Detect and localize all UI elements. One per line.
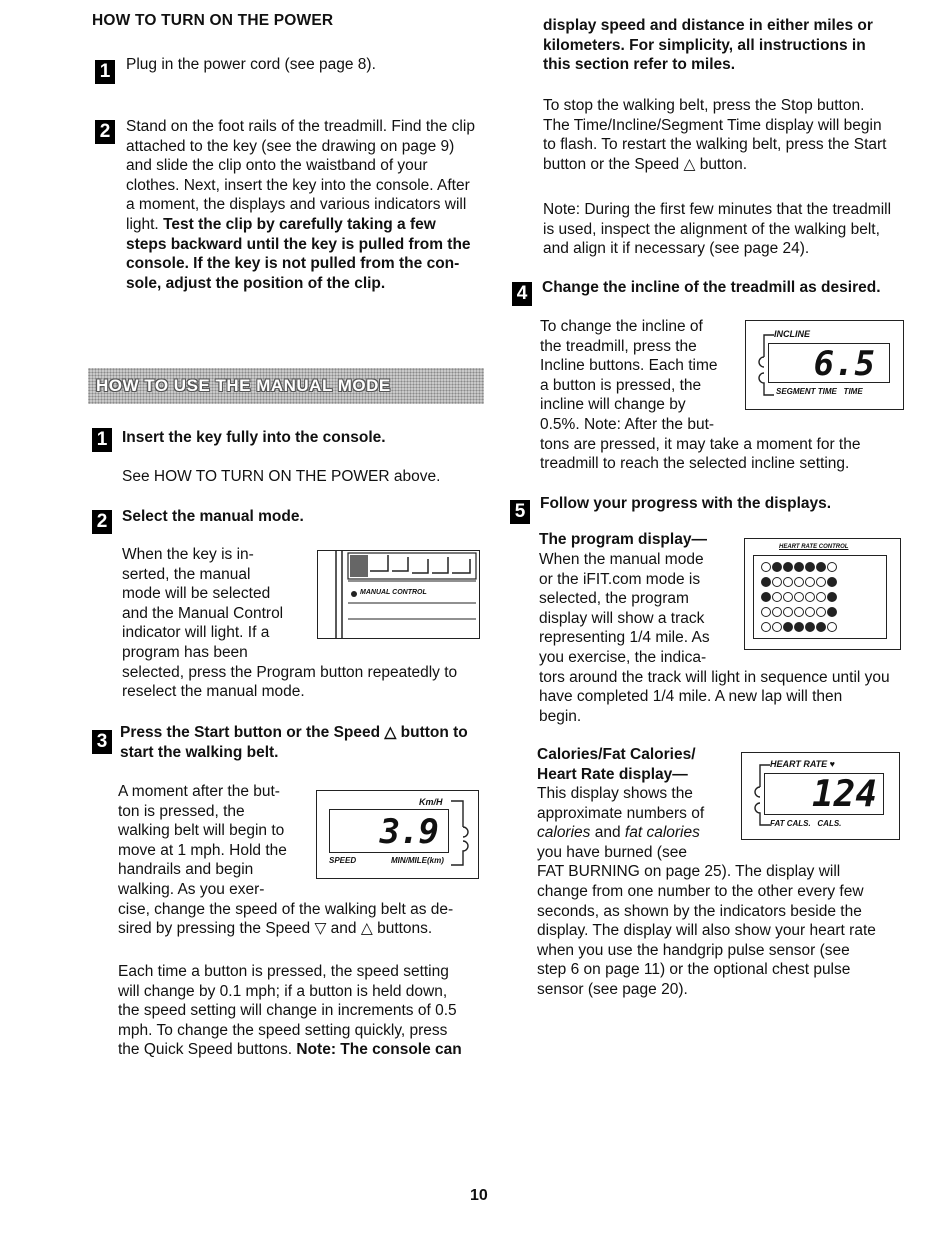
text-line: selected, press the Program button repeatedly to xyxy=(122,663,458,681)
incline-bottom-labels: SEGMENT TIME TIME xyxy=(776,387,863,396)
text-line: and slide the clip onto the waistband of your xyxy=(126,157,428,175)
speed-unit-label: Km/H xyxy=(419,797,443,807)
manual-mode-banner xyxy=(88,368,484,404)
text-line: When the manual mode xyxy=(539,551,704,568)
heart-rate-bottom-labels: FAT CALS. CALS. xyxy=(770,819,842,828)
incline-label: INCLINE xyxy=(774,329,810,339)
track-dot xyxy=(794,622,804,632)
track-dot xyxy=(772,562,782,572)
text-line: will change by 0.1 mph; if a button is held down, xyxy=(118,982,448,1000)
track-dot xyxy=(816,562,826,572)
italic-term: fat calories xyxy=(624,824,700,842)
text-line: you have burned (see xyxy=(537,843,687,861)
text-line: Each time a button is pressed, the speed setting xyxy=(118,963,449,980)
text-line: Stand on the foot rails of the treadmill. Find the clip xyxy=(126,118,475,135)
track-dot xyxy=(783,607,793,617)
text-line: or the iFIT.com mode is xyxy=(539,570,701,588)
warning-line: steps backward until the key is pulled from the xyxy=(126,235,471,253)
text-line: step 6 on page 11) or the optional chest pulse xyxy=(537,961,851,979)
track-dot xyxy=(772,577,782,587)
incline-readout-frame xyxy=(768,343,890,383)
step-5-title: Follow your progress with the displays. xyxy=(540,495,832,512)
text-line: When the key is in- xyxy=(122,546,254,563)
track-dot xyxy=(761,562,771,572)
track-dot xyxy=(783,592,793,602)
text-line xyxy=(126,215,496,235)
text-line: walking belt will begin to xyxy=(118,822,285,840)
manual-control-label: MANUAL CONTROL xyxy=(360,589,427,596)
track-dot xyxy=(816,592,826,602)
text-line: begin. xyxy=(539,707,582,725)
text-line: the speed setting will change in increments of 0.5 xyxy=(118,1002,457,1020)
speed-label-left: SPEED xyxy=(329,856,357,865)
track-row xyxy=(760,574,880,589)
text-line: serted, the manual xyxy=(122,565,251,583)
text-line: this section refer to miles. xyxy=(543,56,736,74)
text-line: a moment, the displays and various indicators will xyxy=(126,196,467,214)
program-display-title: The program display— xyxy=(539,531,707,548)
track-dot xyxy=(772,622,782,632)
power-step-2-number: 2 xyxy=(95,120,115,144)
track-dot xyxy=(783,577,793,587)
manual-step-2-title: Select the manual mode. xyxy=(122,508,304,525)
speed-label-right: MIN/MILE(km) xyxy=(391,856,444,865)
text-line: walking. As you exer- xyxy=(118,880,265,898)
text-line: To change the incline of xyxy=(540,318,703,335)
text-line: to flash. To restart the walking belt, press the Start xyxy=(543,136,887,154)
text-line: display speed and distance in either miles or xyxy=(543,17,873,34)
text-line: The Time/Incline/Segment Time display will begin xyxy=(543,116,882,134)
warning-line: sole, adjust the position of the clip. xyxy=(126,274,386,292)
track-dot xyxy=(805,577,815,587)
manual-control-illustration xyxy=(317,550,480,639)
track-dot xyxy=(827,592,837,602)
stop-paragraph xyxy=(543,96,933,174)
track-dot xyxy=(783,622,793,632)
step-5-number: 5 xyxy=(510,500,530,524)
text-line: sired by pressing the Speed ▽ and △ buttons. xyxy=(118,920,433,938)
text-line: display will show a track xyxy=(539,609,705,627)
warning-line: console. If the key is not pulled from the con- xyxy=(126,255,460,273)
track-dot xyxy=(816,607,826,617)
text-line: is used, inspect the alignment of the walking belt, xyxy=(543,220,880,238)
speed-display-illustration xyxy=(316,790,479,879)
speed-readout-frame xyxy=(329,809,449,853)
manual-step-1-title: Insert the key fully into the console. xyxy=(122,429,386,446)
heart-rate-display-illustration xyxy=(741,752,900,840)
track-row xyxy=(760,589,880,604)
title-line: Heart Rate display— xyxy=(537,765,688,783)
continued-bold-text xyxy=(543,16,923,75)
text-line: and the Manual Control xyxy=(122,604,284,622)
manual-step-1-number: 1 xyxy=(92,428,112,452)
text-line: the treadmill, press the xyxy=(540,337,697,355)
title-line: Calories/Fat Calories/ xyxy=(537,746,696,763)
text-line: tors around the track will light in sequence until you xyxy=(539,668,890,686)
track-dot xyxy=(783,562,793,572)
text-line: seconds, as shown by the indicators beside the xyxy=(537,902,862,920)
italic-term: calories xyxy=(537,824,591,842)
text-line: treadmill to reach the selected incline setting. xyxy=(540,455,850,473)
track-dot xyxy=(794,577,804,587)
power-step-1-text: Plug in the power cord (see page 8). xyxy=(126,56,376,73)
text-span: the Quick Speed buttons. xyxy=(118,1041,297,1059)
heart-rate-readout-value: 124 xyxy=(811,774,877,815)
power-step-1-number: 1 xyxy=(95,60,115,84)
track-dot xyxy=(794,592,804,602)
text-line: To stop the walking belt, press the Stop button. xyxy=(543,97,865,114)
alignment-note xyxy=(543,200,933,259)
calories-display-title xyxy=(537,745,757,784)
incline-readout-value: 6.5 xyxy=(813,344,875,384)
speed-readout-value: 3.9 xyxy=(379,812,438,852)
text-line: attached to the key (see the drawing on page 9) xyxy=(126,137,455,155)
text-line: move at 1 mph. Hold the xyxy=(118,841,287,859)
text-line: handrails and begin xyxy=(118,861,254,879)
text-line: and align it if necessary (see page 24). xyxy=(543,240,810,258)
warning-text: Test the clip by carefully taking a few xyxy=(163,215,436,233)
power-heading: HOW TO TURN ON THE POWER xyxy=(92,12,334,29)
track-dot xyxy=(805,607,815,617)
text-line: Incline buttons. Each time xyxy=(540,357,718,375)
text-line: cise, change the speed of the walking belt as de- xyxy=(118,900,454,918)
page-number: 10 xyxy=(470,1187,488,1204)
text-line: program has been xyxy=(122,643,248,661)
program-display-illustration xyxy=(744,538,901,650)
power-step-2-body xyxy=(126,117,496,293)
track-dot xyxy=(816,577,826,587)
text-line: reselect the manual mode. xyxy=(122,683,305,701)
track-dot xyxy=(827,562,837,572)
incline-display-illustration xyxy=(745,320,904,410)
track-dot xyxy=(794,607,804,617)
text-line: you exercise, the indica- xyxy=(539,648,707,666)
text-line: clothes. Next, insert the key into the console. After xyxy=(126,176,470,194)
track-dot xyxy=(805,622,815,632)
manual-mode-banner-title: HOW TO USE THE MANUAL MODE xyxy=(96,376,391,395)
text-line: Note: During the first few minutes that the treadmill xyxy=(543,201,892,218)
speed-bracket-icon xyxy=(451,799,471,869)
note-text: Note: The console can xyxy=(296,1041,462,1059)
text-line: approximate numbers of xyxy=(537,804,705,822)
text-line: FAT BURNING on page 25). The display will xyxy=(537,863,841,881)
track-row xyxy=(760,604,880,619)
manual-step-3-title xyxy=(120,723,500,762)
track-dot xyxy=(816,622,826,632)
manual-step-3-number: 3 xyxy=(92,730,112,754)
text-line: kilometers. For simplicity, all instructions in xyxy=(543,36,866,54)
program-track-grid xyxy=(753,555,887,639)
heart-rate-label: HEART RATE ♥ xyxy=(770,759,836,769)
text-line: indicator will light. If a xyxy=(122,624,270,642)
text-line: display. The display will also show your heart rate xyxy=(537,922,876,940)
text-line: button or the Speed △ button. xyxy=(543,155,748,173)
step-4-title: Change the incline of the treadmill as desired. xyxy=(542,279,881,296)
track-dot xyxy=(794,562,804,572)
text-line: incline will change by xyxy=(540,396,686,414)
text-line: mph. To change the speed setting quickly, press xyxy=(118,1021,448,1039)
track-dot xyxy=(761,577,771,587)
title-line: Press the Start button or the Speed △ button to xyxy=(120,724,468,741)
text-span: light. xyxy=(126,215,164,233)
text-line: selected, the program xyxy=(539,590,689,608)
heart-rate-readout-frame xyxy=(764,773,884,815)
text-line: ton is pressed, the xyxy=(118,802,245,820)
text-line: A moment after the but- xyxy=(118,783,280,800)
text-span: and xyxy=(590,824,625,842)
track-dot xyxy=(761,607,771,617)
track-row xyxy=(760,619,880,634)
track-dot xyxy=(772,592,782,602)
manual-step-2-number: 2 xyxy=(92,510,112,534)
text-line: change from one number to the other every few xyxy=(537,882,864,900)
track-dot xyxy=(827,607,837,617)
text-line: 0.5%. Note: After the but- xyxy=(540,415,715,433)
step-4-number: 4 xyxy=(512,282,532,306)
track-dot xyxy=(827,577,837,587)
track-row xyxy=(760,559,880,574)
track-dot xyxy=(761,592,771,602)
text-line: This display shows the xyxy=(537,785,693,802)
text-line: tons are pressed, it may take a moment for the xyxy=(540,435,861,453)
text-line: representing 1/4 mile. As xyxy=(539,629,710,647)
manual-step-1-text: See HOW TO TURN ON THE POWER above. xyxy=(122,468,441,485)
text-line: a button is pressed, the xyxy=(540,376,702,394)
track-dot xyxy=(772,607,782,617)
text-line xyxy=(118,1040,498,1060)
title-line: start the walking belt. xyxy=(120,743,279,761)
track-dot xyxy=(827,622,837,632)
track-dot xyxy=(761,622,771,632)
track-dot xyxy=(805,562,815,572)
track-dot xyxy=(805,592,815,602)
text-line: when you use the handgrip pulse sensor (see xyxy=(537,941,850,959)
text-line: mode will be selected xyxy=(122,585,271,603)
text-line: sensor (see page 20). xyxy=(537,980,688,998)
text-line: have completed 1/4 mile. A new lap will then xyxy=(539,688,843,706)
manual-step-3-paragraph-2 xyxy=(118,962,498,1060)
program-display-label: HEART RATE CONTROL xyxy=(779,544,849,550)
